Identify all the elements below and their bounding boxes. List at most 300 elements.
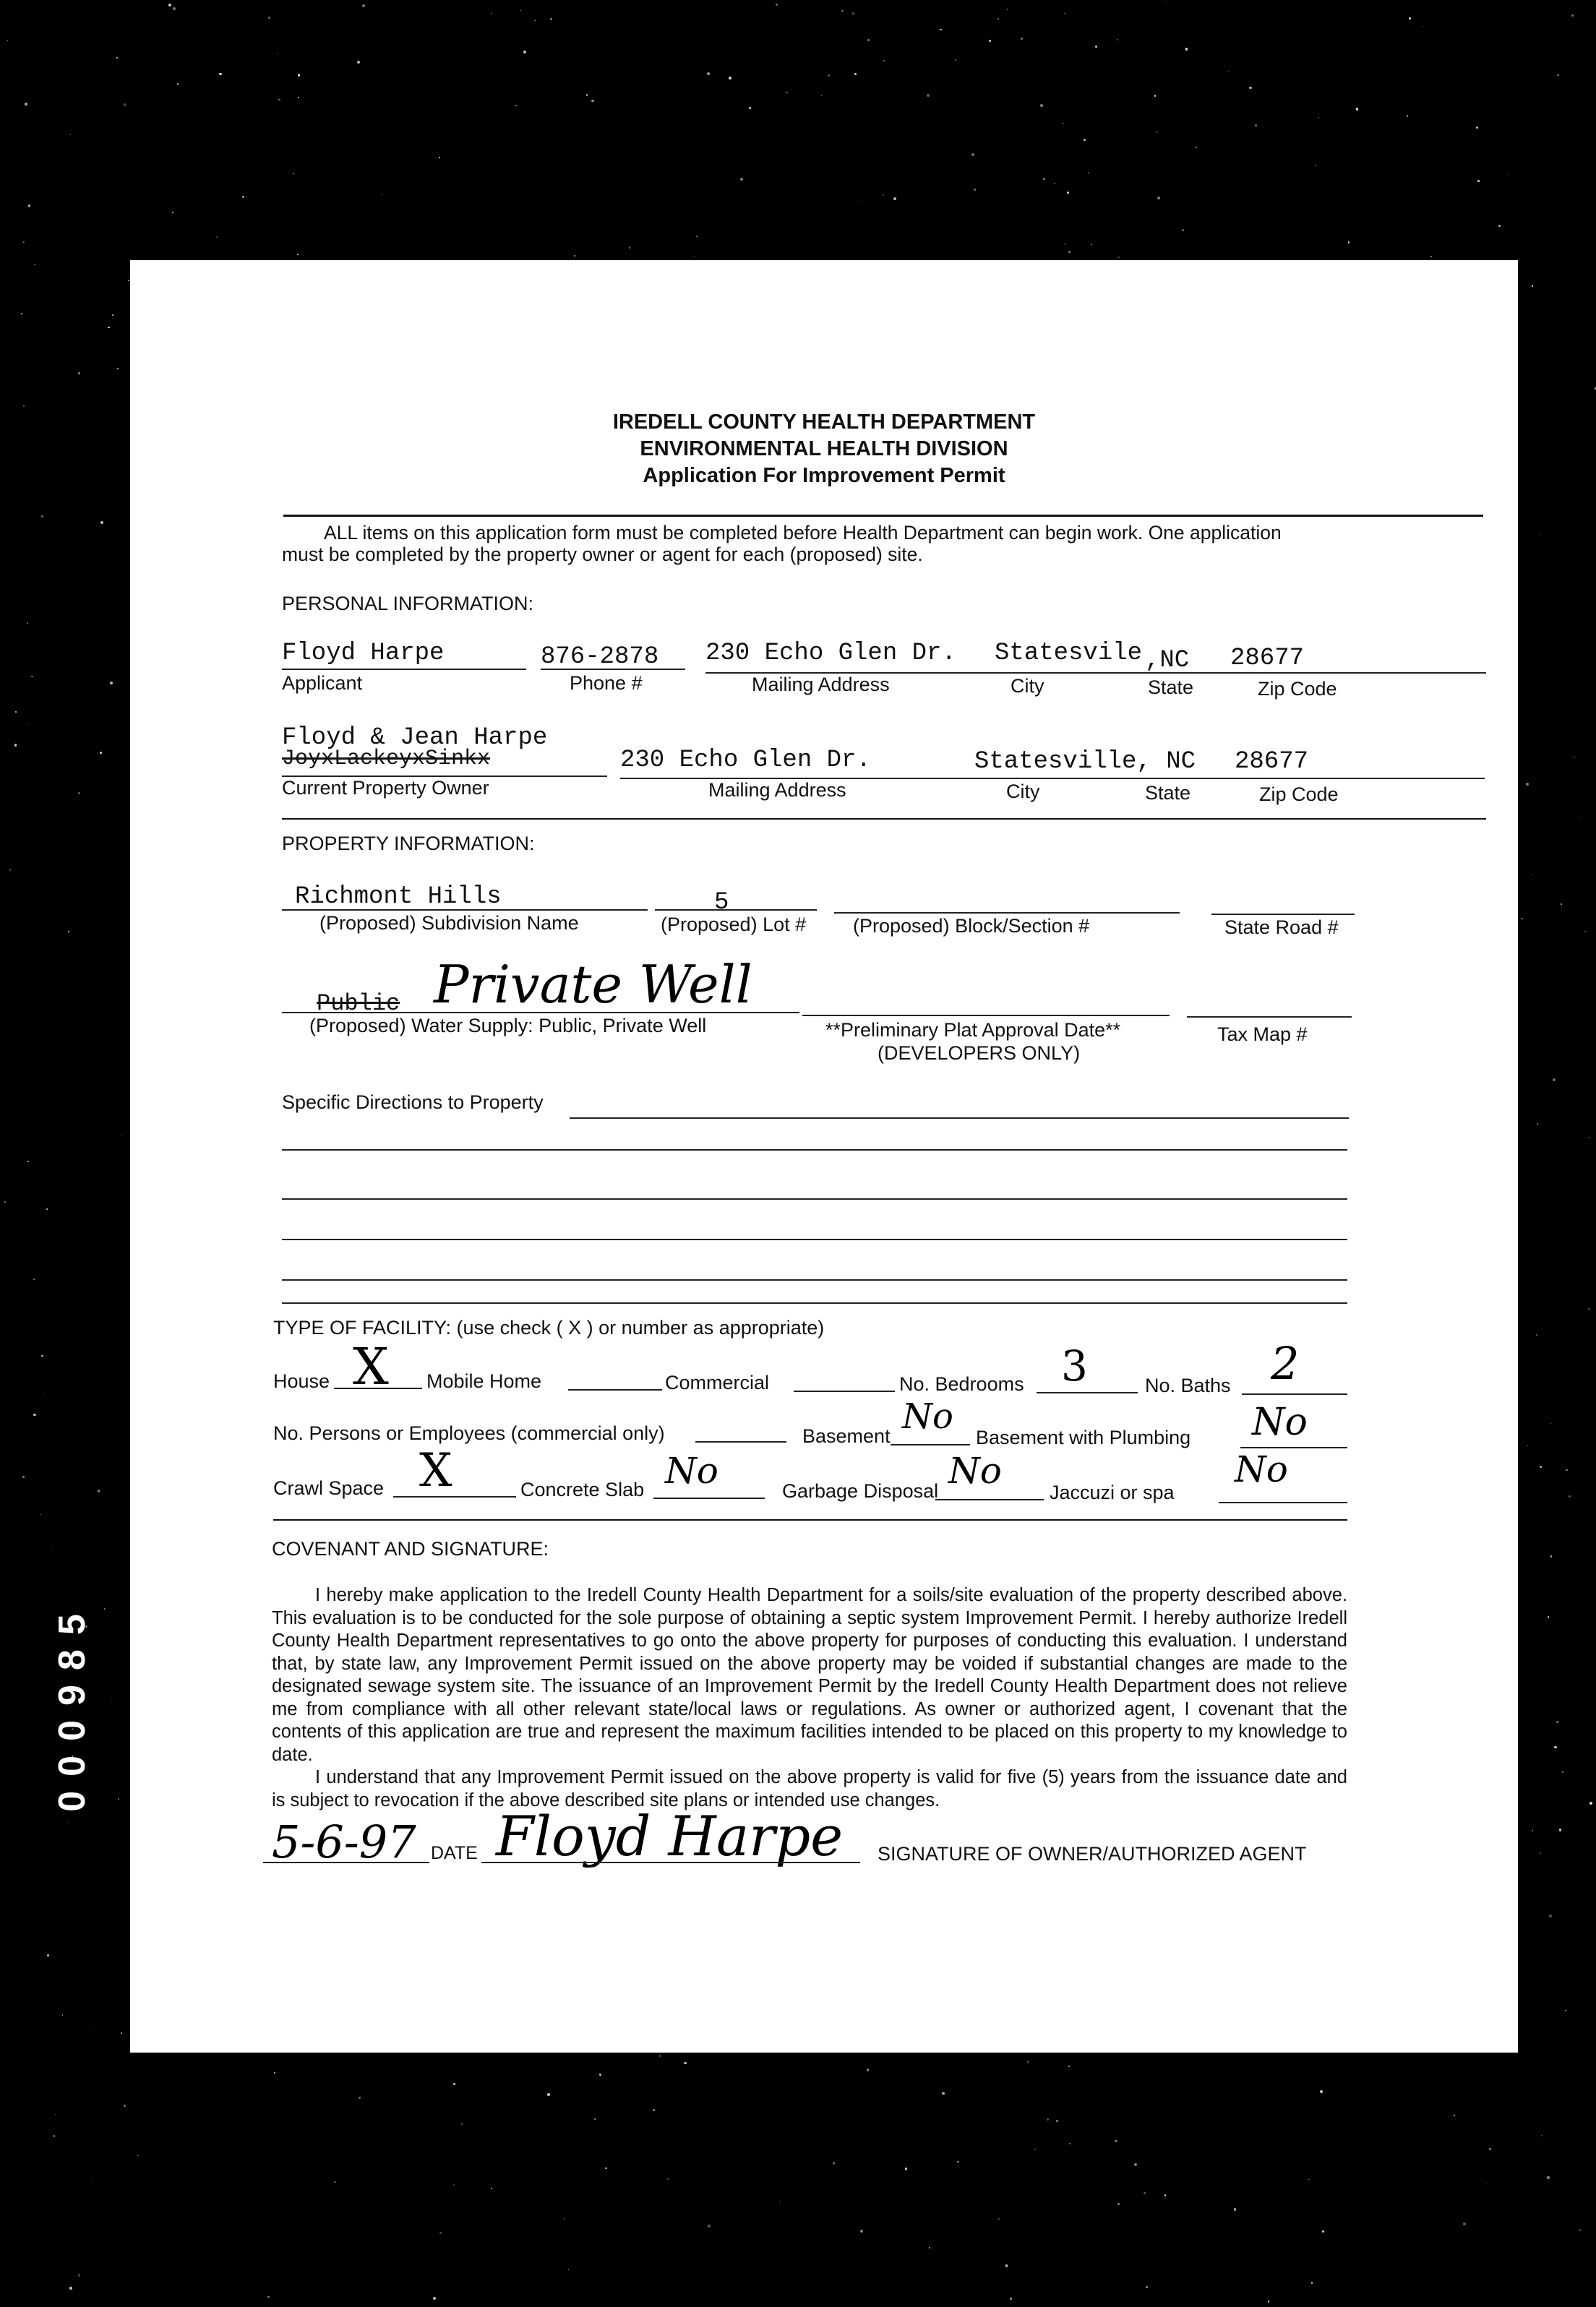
noise-speck [1134,2163,1137,2166]
noise-speck [1228,71,1229,72]
noise-speck [23,405,25,407]
noise-speck [1255,124,1257,126]
noise-speck [1569,1495,1571,1498]
crawl-space-label: Crawl Space [273,1477,385,1499]
crawl-space-value: X [419,1444,452,1498]
zip-label: Zip Code [1258,678,1337,700]
noise-speck [439,2232,442,2234]
noise-speck [359,2097,361,2099]
house-line [334,1388,422,1389]
commercial-label: Commercial [665,1372,770,1393]
applicant-zip: 28677 [1230,645,1305,672]
noise-speck [98,1490,100,1492]
noise-speck [1574,757,1575,758]
noise-speck [278,99,280,100]
owner-city-label: City [1006,781,1040,802]
noise-speck [118,1798,119,1800]
noise-speck [15,711,17,713]
noise-speck [1069,2143,1071,2144]
noise-speck [1498,225,1501,227]
noise-speck [547,2093,549,2095]
water-supply-value: Private Well [434,954,752,1015]
noise-speck [708,2225,710,2227]
directions-line-1 [570,1117,1349,1119]
noise-speck [137,2155,138,2156]
tax-map-label: Tax Map # [1217,1023,1308,1045]
noise-speck [1167,1,1168,2]
noise-speck [111,1698,113,1699]
basement-line [891,1444,970,1445]
noise-speck [1084,139,1086,141]
noise-speck [1507,174,1509,176]
noise-speck [1005,2264,1008,2267]
noise-speck [1065,244,1066,245]
noise-speck [854,73,857,75]
noise-speck [177,83,179,85]
noise-speck [1531,874,1532,875]
noise-speck [117,368,119,369]
city-label: City [1011,675,1044,697]
noise-speck [41,1355,43,1357]
noise-speck [1549,1915,1552,1917]
noise-speck [1146,2286,1148,2288]
state-road-label: State Road # [1224,916,1339,938]
noise-speck [1010,2298,1012,2300]
noise-speck [520,10,521,11]
noise-speck [1064,13,1065,14]
noise-speck [1536,1334,1537,1336]
owner-name: Floyd & Jean Harpe [282,724,548,752]
applicant-phone: 876-2878 [541,643,659,671]
noise-speck [68,931,69,932]
date-line [263,1862,429,1863]
noise-speck [696,236,698,237]
noise-speck [1320,2090,1323,2093]
noise-speck [1489,2148,1491,2150]
noise-speck [1561,903,1562,905]
noise-speck [998,2218,1000,2220]
noise-speck [940,29,941,30]
basement-value: No [902,1396,953,1437]
noise-speck [173,7,176,10]
noise-speck [1056,2120,1058,2122]
noise-speck [78,2274,80,2276]
noise-speck [33,1414,36,1417]
noise-speck [1318,117,1319,118]
noise-speck [1540,1466,1542,1468]
noise-speck [1117,257,1120,259]
noise-speck [929,2247,930,2248]
noise-speck [1356,108,1359,111]
noise-speck [1043,178,1045,180]
noise-speck [40,1514,42,1516]
noise-speck [78,792,81,795]
noise-speck [1559,1829,1561,1831]
noise-speck [1268,2300,1270,2303]
divider [282,818,1486,820]
noise-speck [1067,192,1069,194]
divider [273,1519,1347,1521]
persons-label: No. Persons or Employees (commercial only) [273,1422,665,1444]
jacuzzi-label: Jaccuzi or spa [1050,1482,1175,1503]
lot-line [655,909,817,911]
division-title: ENVIRONMENTAL HEALTH DIVISION [640,437,1008,460]
noise-speck [267,2296,270,2298]
noise-speck [55,2114,56,2115]
noise-speck [108,327,110,329]
noise-speck [1068,2066,1070,2067]
noise-speck [1196,147,1197,148]
noise-speck [362,4,365,7]
noise-speck [22,1476,25,1478]
noise-speck [98,1737,99,1739]
noise-speck [955,59,956,61]
noise-speck [1537,1123,1538,1125]
noise-speck [974,189,976,191]
noise-speck [298,97,299,98]
noise-speck [21,313,22,314]
jacuzzi-value: No [1235,1448,1288,1490]
noise-speck [776,4,778,6]
plat-line [802,1015,1170,1016]
noise-speck [1088,172,1089,173]
noise-speck [1068,251,1071,253]
noise-speck [1409,17,1411,20]
noise-speck [1548,1616,1550,1618]
applicant-city: Statesvile [995,640,1143,667]
noise-speck [1566,1469,1567,1471]
noise-speck [550,18,552,20]
applicant-state: ,NC [1145,647,1190,674]
noise-speck [1554,1746,1556,1748]
noise-speck [1185,48,1188,51]
baths-line [1242,1393,1347,1395]
noise-speck [246,197,247,198]
noise-speck [591,100,594,103]
noise-speck [1115,2140,1117,2142]
owner-address-label: Mailing Address [708,779,846,801]
noise-speck [515,105,518,107]
noise-speck [779,2201,781,2203]
noise-speck [78,372,81,375]
commercial-line [794,1391,895,1392]
jacuzzi-line [1219,1502,1347,1503]
noise-speck [1562,1771,1564,1773]
noise-speck [34,264,35,265]
noise-speck [605,2168,607,2170]
noise-speck [599,2074,601,2076]
noise-speck [1117,2203,1120,2205]
noise-speck [1063,123,1064,124]
persons-line [695,1441,786,1443]
applicant-line [282,669,526,670]
noise-speck [1164,2194,1167,2196]
bedrooms-label: No. Bedrooms [899,1373,1024,1395]
directions-line-3 [282,1198,1347,1200]
noise-speck [893,197,896,200]
noise-speck [841,10,843,12]
baths-label: No. Baths [1145,1375,1231,1396]
noise-speck [1315,165,1316,166]
facility-heading: TYPE OF FACILITY: (use check ( X ) or number as appropriate) [273,1317,825,1339]
signature-label: SIGNATURE OF OWNER/AUTHORIZED AGENT [878,1843,1307,1865]
signature-line [481,1862,860,1863]
lot-label: (Proposed) Lot # [661,914,807,935]
noise-speck [110,682,113,684]
noise-speck [100,521,103,524]
noise-speck [1027,2061,1029,2063]
noise-speck [564,2218,565,2220]
water-public-struck: Public [317,990,400,1017]
noise-speck [242,196,244,198]
noise-speck [833,2162,835,2164]
noise-speck [1527,1445,1528,1446]
intro-line-2: must be completed by the property owner or agent for each (proposed) site. [282,544,923,565]
noise-speck [867,2068,870,2071]
plat-sublabel: (DEVELOPERS ONLY) [878,1042,1081,1064]
noise-speck [1476,126,1478,129]
noise-speck [568,2269,570,2270]
noise-speck [659,2055,661,2057]
noise-speck [1589,1137,1590,1138]
noise-speck [7,40,9,41]
noise-speck [104,1608,106,1610]
basement-plumbing-label: Basement with Plumbing [976,1427,1191,1448]
noise-speck [1157,197,1160,199]
noise-speck [586,94,588,95]
phone-line [541,669,685,670]
noise-speck [989,40,991,42]
noise-speck [971,153,974,156]
applicant-name: Floyd Harpe [282,640,445,667]
noise-speck [172,212,173,213]
noise-speck [707,72,710,75]
concrete-slab-line [653,1498,765,1499]
basement-plumbing-value: No [1252,1401,1308,1444]
mailing-address-label: Mailing Address [752,674,890,695]
mobile-home-line [568,1389,662,1391]
noise-speck [740,178,743,181]
noise-speck [1040,104,1043,107]
noise-speck [1550,1555,1552,1557]
owner-state-label: State [1145,782,1191,804]
noise-speck [1348,241,1350,243]
noise-speck [667,2178,669,2180]
noise-speck [293,173,294,174]
noise-speck [594,2118,596,2120]
noise-speck [62,2014,63,2015]
noise-speck [1579,2229,1582,2232]
bedrooms-value: 3 [1061,1341,1088,1391]
date-value: 5-6-97 [272,1816,416,1868]
noise-speck [957,2161,959,2163]
noise-speck [1588,1308,1590,1310]
noise-speck [1007,9,1009,11]
block-label: (Proposed) Block/Section # [853,915,1090,937]
noise-speck [653,2109,655,2111]
noise-speck [52,1549,53,1550]
noise-speck [1521,918,1523,920]
noise-speck [1021,38,1023,40]
state-road-line [1211,914,1355,915]
noise-speck [4,1201,5,1202]
covenant-heading: COVENANT AND SIGNATURE: [272,1538,549,1560]
noise-speck [69,2287,72,2289]
directions-label: Specific Directions to Property [282,1091,544,1113]
noise-speck [124,2105,126,2107]
subdivision-label: (Proposed) Subdivision Name [319,912,579,934]
noise-speck [1477,180,1480,182]
owner-label: Current Property Owner [282,777,489,799]
noise-speck [27,622,28,624]
noise-speck [1430,256,1432,257]
covenant-paragraph-2: I understand that any Improvement Permit issued on the above property is valid for five (5) years from the issuance date and is subject to revocation if the above described site plans or intended use changes. [272,1767,1347,1810]
noise-speck [298,74,301,77]
phone-label: Phone # [570,672,643,694]
noise-speck [27,1161,29,1162]
noise-speck [28,205,30,207]
applicant-address: 230 Echo Glen Dr. [705,640,956,667]
mobile-home-label: Mobile Home [426,1370,542,1392]
noise-speck [883,194,884,196]
noise-speck [883,60,885,61]
garbage-disposal-label: Garbage Disposal [782,1480,939,1502]
noise-speck [121,2032,122,2034]
noise-speck [274,2072,275,2074]
noise-speck [297,254,299,255]
water-line [282,1012,799,1013]
noise-speck [112,314,113,316]
noise-speck [1485,2183,1487,2185]
noise-speck [1154,95,1156,96]
noise-speck [1182,229,1184,231]
noise-speck [219,73,221,75]
noise-speck [1540,1852,1541,1854]
noise-speck [277,53,278,54]
noise-speck [1565,2010,1566,2011]
noise-speck [523,51,526,53]
noise-speck [828,74,830,77]
noise-speck [867,39,870,41]
noise-speck [1311,2282,1313,2283]
noise-speck [1454,2115,1455,2116]
plat-label: **Preliminary Plat Approval Date** [825,1019,1121,1041]
noise-speck [70,134,71,135]
basement-label: Basement [802,1425,891,1447]
garbage-disposal-value: No [948,1450,1002,1492]
noise-speck [927,94,930,97]
noise-speck [216,236,218,238]
noise-speck [1550,1423,1551,1424]
house-value: X [353,1337,389,1396]
crawl-space-line [393,1496,516,1498]
baths-value: 2 [1271,1337,1300,1390]
owner-zip: 28677 [1235,748,1309,776]
noise-speck [1557,74,1558,76]
noise-speck [47,1954,49,1956]
concrete-slab-value: No [665,1450,718,1492]
noise-speck [128,280,129,281]
concrete-slab-label: Concrete Slab [520,1479,645,1500]
noise-speck [749,107,751,109]
noise-speck [1407,115,1409,117]
noise-speck [33,1279,35,1280]
noise-speck [168,4,171,7]
noise-speck [1308,2179,1310,2181]
noise-speck [53,2135,55,2136]
subdivision-line [282,909,648,911]
noise-speck [1234,2208,1237,2211]
noise-speck [100,752,102,754]
property-info-heading: PROPERTY INFORMATION: [282,833,535,854]
noise-speck [684,2062,687,2065]
noise-speck [1541,2135,1543,2136]
noise-speck [31,676,33,677]
directions-line-4 [282,1239,1347,1240]
noise-speck [1463,2222,1466,2225]
noise-speck [1526,783,1529,786]
owner-city-state: Statesville, NC [974,748,1196,776]
noise-speck [821,95,822,96]
noise-speck [1532,285,1534,287]
noise-speck [124,103,126,106]
noise-speck [1547,2176,1550,2179]
noise-speck [629,246,630,248]
noise-speck [1054,183,1055,184]
applicant-label: Applicant [282,672,363,694]
noise-speck [461,2123,463,2125]
noise-speck [9,869,11,870]
noise-speck [41,515,43,517]
directions-line-6 [282,1302,1347,1304]
noise-speck [46,1208,48,1210]
directions-line-2 [282,1149,1347,1151]
noise-speck [574,255,575,257]
intro-line-1: ALL items on this application form must be completed before Health Department can begin work. One application [324,522,1282,544]
form-title: Application For Improvement Permit [643,464,1005,487]
noise-speck [1095,46,1097,48]
water-supply-label: (Proposed) Water Supply: Public, Private Well [309,1015,707,1036]
noise-speck [1532,1830,1533,1831]
noise-speck [786,92,788,94]
application-form [130,260,1518,2053]
owner-signature: Floyd Harpe [496,1804,844,1868]
date-label: DATE [431,1843,478,1863]
noise-speck [357,61,360,64]
noise-speck [453,2184,455,2186]
noise-speck [1584,931,1586,932]
noise-speck [433,2297,436,2300]
bedrooms-line [1037,1392,1138,1393]
noise-speck [998,18,999,20]
noise-speck [22,241,24,243]
noise-speck [942,2092,944,2095]
noise-speck [860,2230,863,2233]
state-label: State [1148,676,1194,698]
noise-speck [729,77,732,80]
noise-speck [491,13,492,14]
subdivision-name: Richmont Hills [295,883,502,911]
noise-speck [905,2168,908,2170]
noise-speck [1556,1721,1558,1723]
covenant-paragraph-1: I hereby make application to the Iredell County Health Department for a soils/site evaluation of the property described above. This evaluation is to be conducted for the sole purpose of obtaining a septic system Improvement Permit. I hereby authorize Iredell County Health Department representatives to go onto the above property for purposes of conducting this evaluation. I understand that, by state law, any Improvement Permit issued on the above property may be voided if substantial changes are made to the designated sewage system site. The issuance of an Improvement Permit by the Iredell County Health Department does not relieve me from compliance with all other relevant state/local laws or regulations. As owner or authorized agent, I covenant that the contents of this application are true and represent the maximum facilities intended to be placed on this property to my knowledge to date. [272,1585,1347,1765]
noise-speck [1553,1078,1555,1081]
noise-speck [852,12,855,15]
noise-speck [1047,2118,1049,2121]
department-title: IREDELL COUNTY HEALTH DEPARTMENT [612,411,1036,434]
noise-speck [116,57,118,59]
house-label: House [273,1370,330,1392]
